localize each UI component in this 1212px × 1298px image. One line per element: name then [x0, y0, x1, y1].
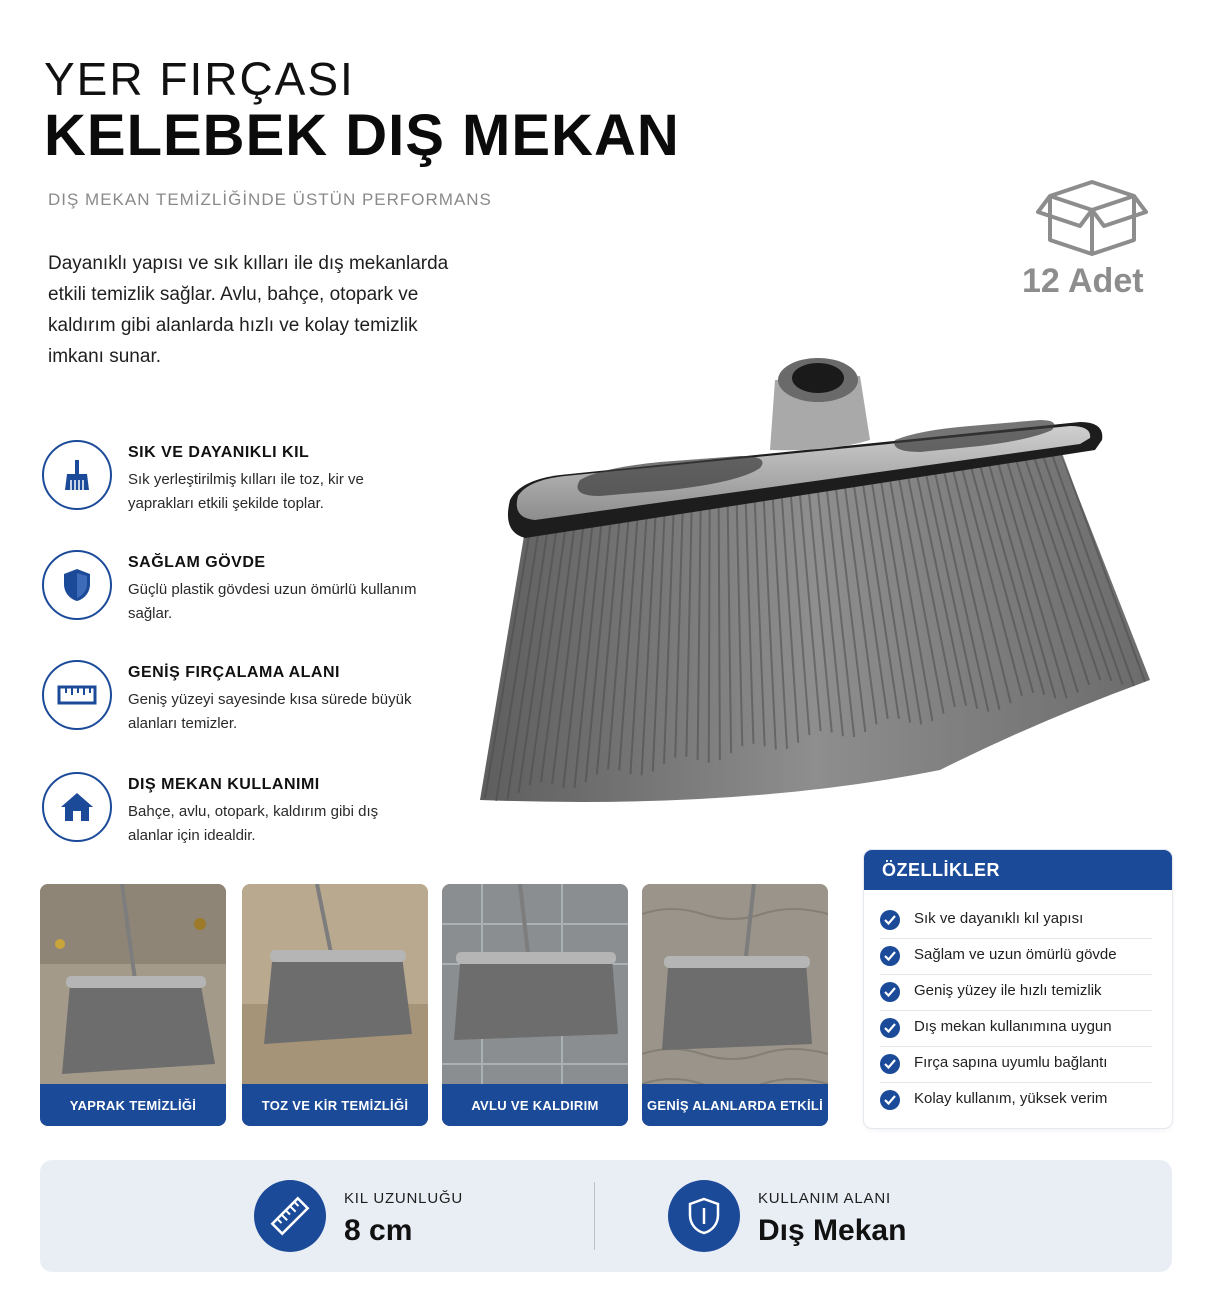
product-description: Dayanıklı yapısı ve sık kılları ile dış mekanlarda etkili temizlik sağlar. Avlu, bahçe, otopark ve kaldırım gibi alanlarda hızlı ve kolay temizlik imkanı sunar.	[48, 253, 449, 367]
photo-caption: YAPRAK TEMİZLİĞİ	[40, 1084, 226, 1126]
bristle-strand	[719, 502, 720, 761]
spec-value: Dış Mekan	[758, 1214, 907, 1247]
feature-title: DIŞ MEKAN KULLANIMI	[128, 776, 320, 793]
feature-title: SIK VE DAYANIKLI KIL	[128, 444, 310, 461]
broom-product-image	[440, 340, 1180, 840]
property-text: Sık ve dayanıklı kıl yapısı	[914, 910, 1084, 927]
check-icon	[880, 1054, 900, 1074]
property-item	[880, 1046, 1152, 1083]
feature-text: Güçlü plastik gövdesi uzun ömürlü kullanım sağlar.	[128, 581, 417, 622]
property-item	[880, 902, 1152, 939]
broom-icon	[42, 440, 112, 510]
bristle-strand	[709, 503, 710, 763]
feature-text: Bahçe, avlu, otopark, kaldırım gibi dış alanlar için idealdir.	[128, 803, 379, 844]
property-item	[880, 974, 1152, 1011]
photo-caption: AVLU VE KALDIRIM	[442, 1084, 628, 1126]
photo-yard-sidewalk	[442, 884, 628, 1126]
title-line-1: YER FIRÇASI	[44, 53, 355, 105]
photo-caption: GENİŞ ALANLARDA ETKİLİ	[642, 1084, 828, 1126]
property-text: Sağlam ve uzun ömürlü gövde	[914, 946, 1117, 963]
check-icon	[880, 946, 900, 966]
photo-wide-area	[642, 884, 828, 1126]
feature-title: SAĞLAM GÖVDE	[128, 554, 266, 571]
subtitle: DIŞ MEKAN TEMİZLİĞİNDE ÜSTÜN PERFORMANS	[48, 190, 492, 209]
shield-icon	[668, 1180, 740, 1252]
ruler-icon	[254, 1180, 326, 1252]
property-text: Geniş yüzey ile hızlı temizlik	[914, 982, 1102, 999]
photo-leaf-cleaning	[40, 884, 226, 1126]
title-line-2: KELEBEK DIŞ MEKAN	[44, 103, 680, 168]
spec-label: KIL UZUNLUĞU	[344, 1190, 464, 1207]
photo-caption: TOZ VE KİR TEMİZLİĞİ	[242, 1084, 428, 1126]
spec-usage-area	[668, 1160, 988, 1272]
properties-title: ÖZELLİKLER	[864, 850, 1172, 890]
feature-text: Sık yerleştirilmiş kılları ile toz, kir ve yaprakları etkili şekilde toplar.	[128, 471, 364, 512]
check-icon	[880, 1018, 900, 1038]
check-icon	[880, 910, 900, 930]
feature-bristle	[42, 440, 422, 530]
property-text: Dış mekan kullanımına uygun	[914, 1018, 1112, 1035]
spec-bristle-length	[254, 1160, 554, 1272]
property-text: Kolay kullanım, yüksek verim	[914, 1090, 1108, 1107]
check-icon	[880, 1090, 900, 1110]
feature-area	[42, 660, 422, 750]
feature-body	[42, 550, 422, 640]
box-icon	[1030, 170, 1154, 260]
property-item	[880, 938, 1152, 975]
property-item	[880, 1082, 1152, 1118]
shield-icon	[42, 550, 112, 620]
photo-dust-cleaning	[242, 884, 428, 1126]
spec-label: KULLANIM ALANI	[758, 1190, 891, 1207]
spec-bar	[40, 1160, 1172, 1272]
package-quantity: 12 Adet	[1022, 262, 1144, 300]
feature-title: GENİŞ FIRÇALAMA ALANI	[128, 664, 340, 681]
house-icon	[42, 772, 112, 842]
feature-outdoor	[42, 772, 422, 862]
property-text: Fırça sapına uyumlu bağlantı	[914, 1054, 1108, 1071]
ruler-icon	[42, 660, 112, 730]
properties-card	[864, 850, 1172, 1128]
feature-text: Geniş yüzeyi sayesinde kısa sürede büyük alanları temizler.	[128, 691, 412, 732]
check-icon	[880, 982, 900, 1002]
spec-divider	[594, 1182, 595, 1250]
property-item	[880, 1010, 1152, 1047]
spec-value: 8 cm	[344, 1214, 413, 1247]
